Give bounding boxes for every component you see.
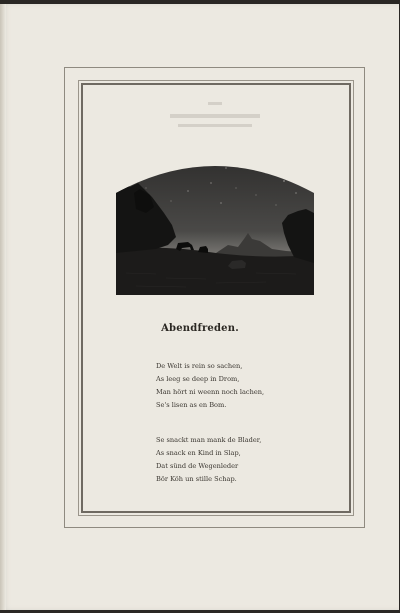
- poem-line: De Welt is rein so sachen,: [156, 362, 243, 370]
- poem-title: Abendfreden.: [161, 323, 239, 334]
- poem-line: Se's lisen as en Bom.: [156, 401, 227, 409]
- show-through-text: [150, 100, 280, 140]
- poem-line: Bör Köh un stille Schap.: [156, 475, 237, 483]
- poem-line: As snack en Kind in Slap,: [156, 449, 241, 457]
- poem-stanza-1: [156, 360, 326, 412]
- page-binding-edge: [0, 4, 6, 610]
- poem-line: As leeg se deep in Drom,: [156, 375, 240, 383]
- poem-line: Man hört ni weenn noch lachen,: [156, 388, 265, 396]
- poem-stanza-2: [156, 434, 326, 486]
- poem-line: Se snackt man mank de Blader,: [156, 436, 262, 444]
- night-landscape-illustration: [116, 153, 314, 295]
- poem-line: Dat sünd de Wegenleder: [156, 462, 239, 470]
